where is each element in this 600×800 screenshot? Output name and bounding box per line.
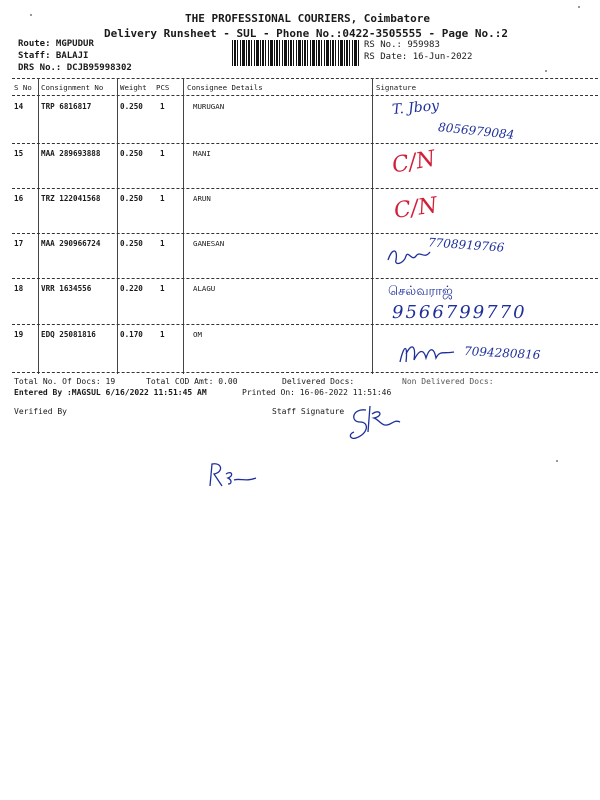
row-consignee: ARUN [193,194,211,203]
row-sno: 14 [14,102,24,111]
column-divider [38,78,39,374]
route-label: Route: MGPUDUR [18,39,94,49]
table-bottom-rule [12,372,598,373]
row-weight: 0.170 [120,330,143,339]
staff-signature [346,400,402,442]
signature-tamil-name: செல்வராஜ் [388,284,453,299]
signature-phone: 7708919766 [427,235,505,255]
row-consignment: MAA 289693888 [41,149,101,158]
row-weight: 0.250 [120,239,143,248]
printed-on: Printed On: 16-06-2022 11:51:46 [242,388,392,397]
staff-label: Staff: BALAJI [18,51,89,61]
row-consignee: ALAGU [193,284,216,293]
column-divider [372,78,373,374]
row-sno: 15 [14,149,24,158]
scan-speck [545,70,547,72]
signature-name: T. Jboy [391,97,440,119]
row-separator [12,188,598,189]
rs-number: RS No.: 959983 [364,40,440,50]
col-header-sno: S No [14,83,32,92]
column-divider [183,78,184,374]
row-sno: 19 [14,330,24,339]
delivered-docs: Delivered Docs: [282,377,355,386]
signature-cn-mark: C/N [392,193,440,224]
signature-cn-mark: C/N [390,146,438,179]
non-delivered-docs: Non Delivered Docs: [402,377,494,386]
entered-by: Entered By :MAGSUL 6/16/2022 11:51:45 AM [14,388,207,397]
barcode [232,40,360,66]
row-consignment: EDQ 25081816 [41,330,96,339]
row-pcs: 1 [160,239,165,248]
signature-phone: 9566799770 [392,302,527,323]
col-header-consignment: Consignment No [41,83,104,92]
table-header-rule [12,95,598,96]
row-weight: 0.250 [120,149,143,158]
col-header-signature: Signature [376,83,417,92]
row-consignment: TRZ 122041568 [41,194,101,203]
row-consignment: VRR 1634556 [41,284,92,293]
row-separator [12,278,598,279]
row-consignment: MAA 290966724 [41,239,101,248]
scan-speck [556,460,558,462]
table-top-rule [12,78,598,79]
row-pcs: 1 [160,194,165,203]
rs-date: RS Date: 16-Jun-2022 [364,52,473,62]
row-weight: 0.250 [120,102,143,111]
row-consignee: OM [193,330,202,339]
row-pcs: 1 [160,284,165,293]
row-separator [12,324,598,325]
row-sno: 16 [14,194,24,203]
signature-phone: 8056979084 [437,120,515,142]
row-separator [12,233,598,234]
total-docs: Total No. Of Docs: 19 [14,377,116,386]
row-weight: 0.250 [120,194,143,203]
total-cod: Total COD Amt: 0.00 [146,377,238,386]
scan-speck [578,6,580,8]
row-consignment: TRP 6816817 [41,102,92,111]
row-weight: 0.220 [120,284,143,293]
scan-speck [30,14,32,16]
row-consignee: MURUGAN [193,102,225,111]
verified-by: Verified By [14,407,67,416]
signature-scribble [396,338,460,368]
staff-signature-label: Staff Signature [272,407,345,416]
row-pcs: 1 [160,149,165,158]
company-title: THE PROFESSIONAL COURIERS, Coimbatore [185,12,431,25]
row-consignee: MANI [193,149,211,158]
row-sno: 18 [14,284,24,293]
signature-phone: 7094280816 [463,344,541,362]
row-pcs: 1 [160,102,165,111]
row-pcs: 1 [160,330,165,339]
col-header-pcs: PCS [156,83,170,92]
runsheet-title: Delivery Runsheet - SUL - Phone No.:0422-3505555 - Page No.:2 [104,27,508,40]
col-header-weight: Weight [120,83,147,92]
drs-number: DRS No.: DCJB95998302 [18,63,132,73]
signature-scribble [384,238,434,270]
verifier-signature [206,460,260,492]
col-header-consignee: Consignee Details [187,83,263,92]
column-divider [117,78,118,374]
row-consignee: GANESAN [193,239,225,248]
row-separator [12,143,598,144]
row-sno: 17 [14,239,24,248]
